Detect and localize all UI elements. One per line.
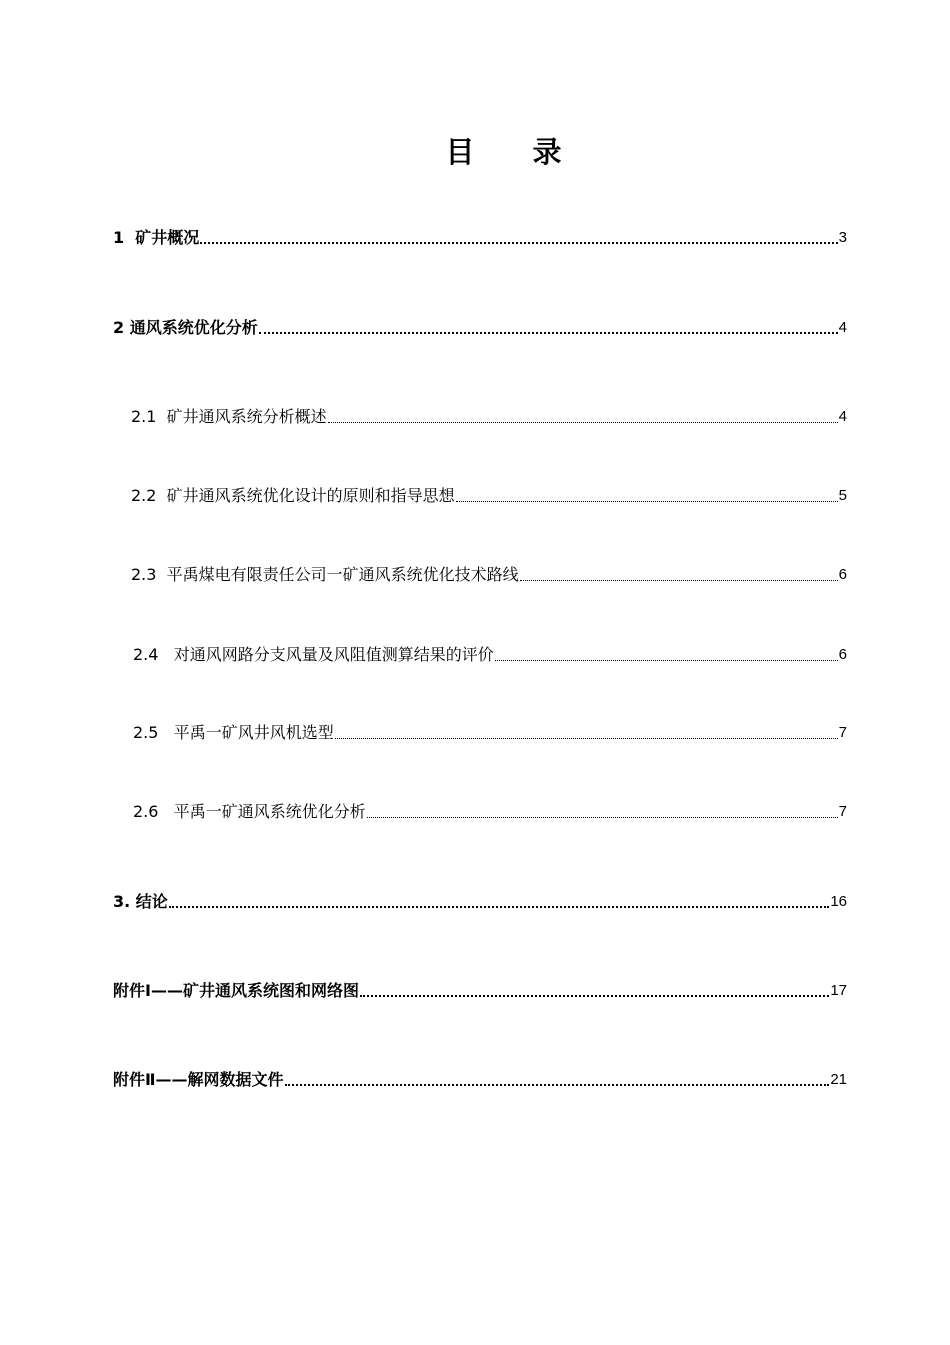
toc-entry-label: 2 通风系统优化分析 xyxy=(113,318,258,337)
toc-page-number: 7 xyxy=(838,803,847,820)
toc-entry-1[interactable] xyxy=(113,227,847,249)
toc-page-number: 21 xyxy=(830,1071,847,1088)
toc-entry-label: 附件Ⅱ——解网数据文件 xyxy=(113,1070,284,1089)
title-char-2: 录 xyxy=(532,135,562,169)
title-char-1: 目 xyxy=(445,135,475,169)
toc-leader xyxy=(200,242,837,244)
toc-page-number: 7 xyxy=(838,724,847,741)
toc-entry-2-2[interactable] xyxy=(131,485,847,507)
toc-page-number: 6 xyxy=(838,566,847,583)
toc-entry-label: 2.3 平禹煤电有限责任公司一矿通风系统优化技术路线 xyxy=(131,565,519,584)
toc-entry-label: 2.4 对通风网路分支风量及风阻值测算结果的评价 xyxy=(133,645,494,664)
toc-leader xyxy=(495,660,838,661)
toc-leader xyxy=(259,332,838,334)
toc-entry-appendix-1[interactable] xyxy=(113,980,847,1002)
toc-leader xyxy=(285,1084,830,1086)
toc-entry-appendix-2[interactable] xyxy=(113,1069,847,1091)
toc-page-number: 3 xyxy=(838,229,847,246)
toc-entry-label: 2.2 矿井通风系统优化设计的原则和指导思想 xyxy=(131,486,455,505)
toc-entry-3[interactable] xyxy=(113,891,847,913)
toc-entry-label: 2.1 矿井通风系统分析概述 xyxy=(131,407,327,426)
toc-leader xyxy=(456,501,838,502)
toc-entry-2-3[interactable] xyxy=(131,564,847,586)
toc-page-number: 16 xyxy=(830,893,847,910)
toc-entry-2[interactable] xyxy=(113,317,847,339)
toc-entry-2-5[interactable] xyxy=(133,722,847,744)
toc-leader xyxy=(335,738,838,739)
toc-leader xyxy=(520,580,838,581)
toc-entry-2-1[interactable] xyxy=(131,406,847,428)
toc-entry-label: 附件Ⅰ——矿井通风系统图和网络图 xyxy=(113,981,359,1000)
toc-leader xyxy=(328,422,838,423)
toc-entry-label: 2.6 平禹一矿通风系统优化分析 xyxy=(133,802,366,821)
toc-entry-label: 2.5 平禹一矿风井风机选型 xyxy=(133,723,334,742)
toc-entry-label: 1 矿井概况 xyxy=(113,228,200,247)
toc-page-number: 4 xyxy=(838,408,847,425)
toc-leader xyxy=(169,906,830,908)
toc-entry-label: 3. 结论 xyxy=(113,892,168,911)
toc-page-number: 5 xyxy=(838,487,847,504)
toc-leader xyxy=(360,995,829,997)
toc-entry-2-6[interactable] xyxy=(133,801,847,823)
toc-page-number: 17 xyxy=(830,982,847,999)
toc-leader xyxy=(367,817,838,818)
toc-page-number: 4 xyxy=(838,319,847,336)
toc-entry-2-4[interactable] xyxy=(133,644,847,666)
toc-page-number: 6 xyxy=(838,646,847,663)
